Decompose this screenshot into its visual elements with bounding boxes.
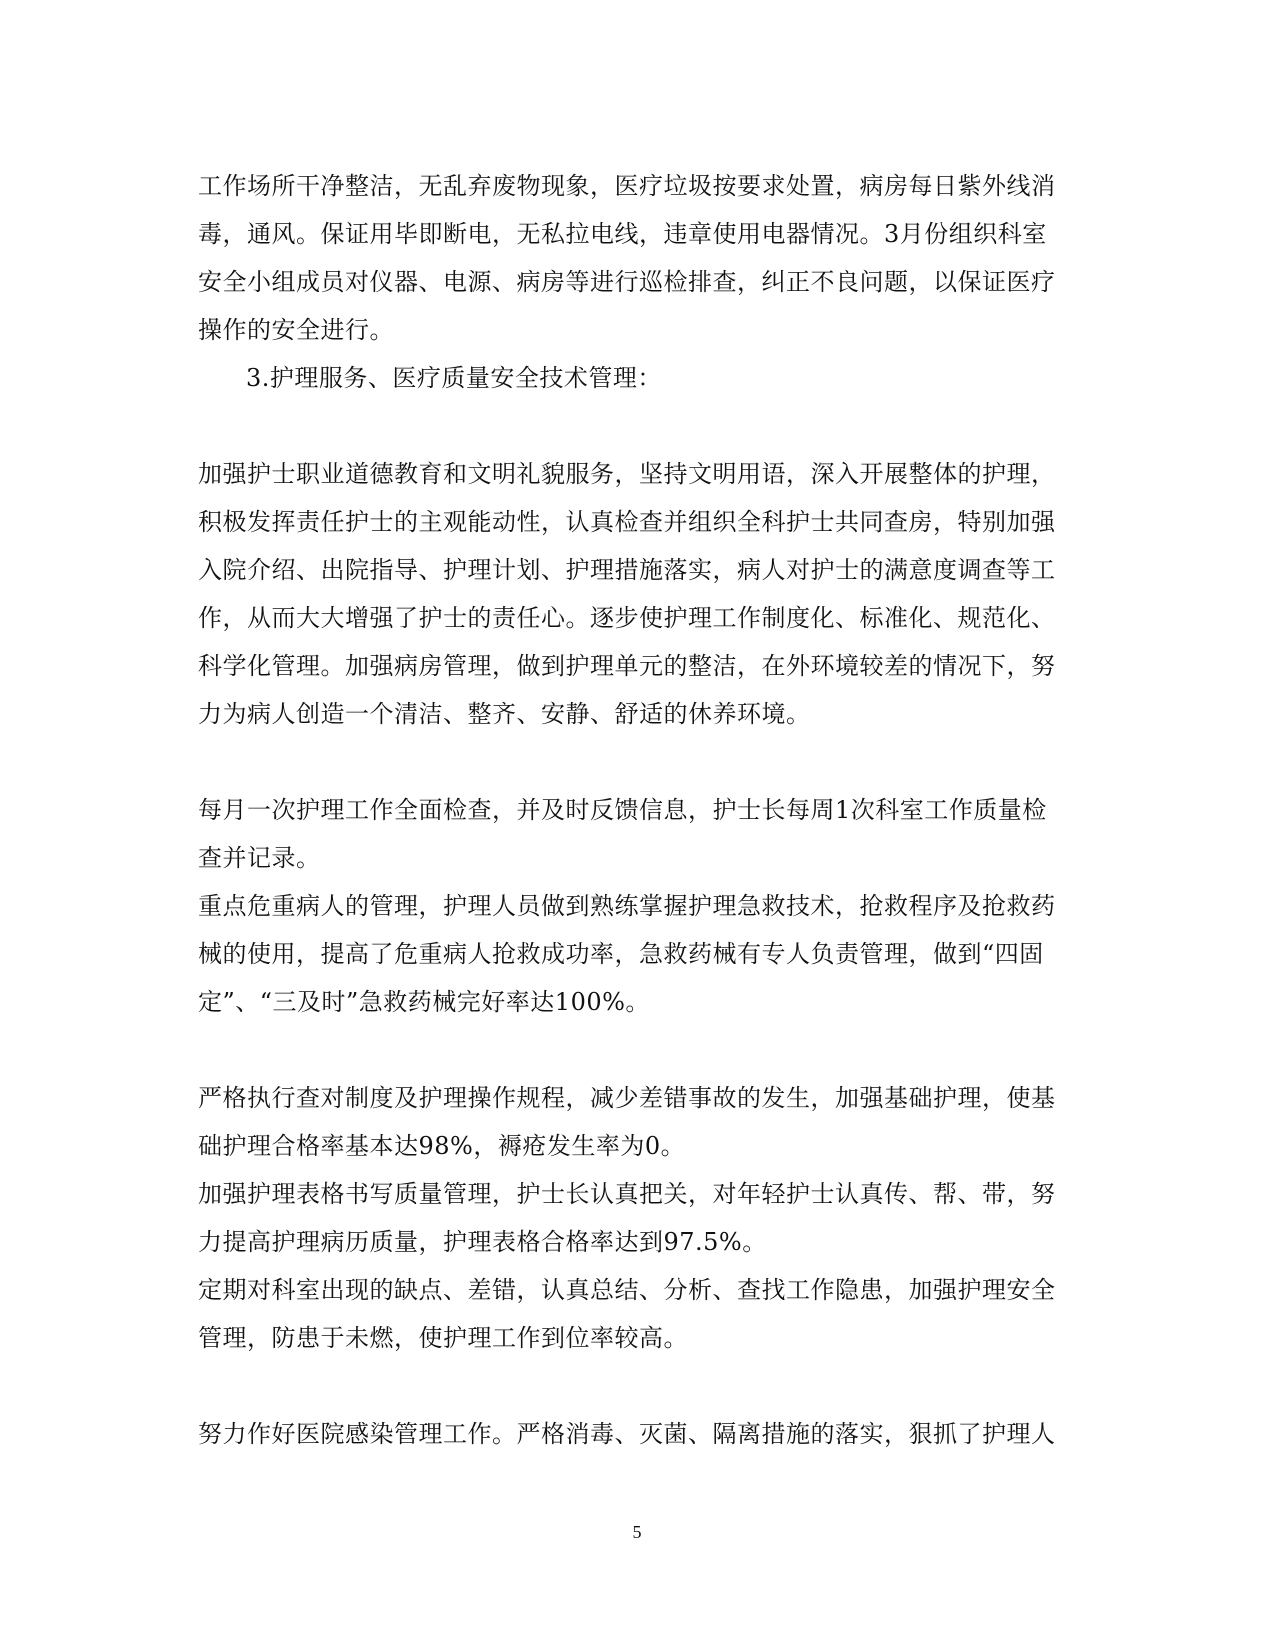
text-line: 安全小组成员对仪器、电源、病房等进行巡检排查，纠正不良问题，以保证医疗 xyxy=(198,268,1056,296)
text-line: 加强护士职业道德教育和文明礼貌服务，坚持文明用语，深入开展整体的护理， xyxy=(198,460,1056,488)
paragraph-gap xyxy=(198,402,1078,450)
text-line: 定”、“三及时”急救药械完好率达100%。 xyxy=(198,988,650,1016)
paragraph-ethics xyxy=(198,450,1078,738)
section-heading-text: 3.护理服务、医疗质量安全技术管理： xyxy=(246,364,662,392)
text-line: 查并记录。 xyxy=(198,844,321,872)
text-line: 作，从而大大增强了护士的责任心。逐步使护理工作制度化、标准化、规范化、 xyxy=(198,604,1056,632)
text-line: 工作场所干净整洁，无乱弃废物现象，医疗垃圾按要求处置，病房每日紫外线消 xyxy=(198,172,1056,200)
paragraph-critical-patients xyxy=(198,882,1078,1026)
paragraph-monthly-check xyxy=(198,786,1078,882)
text-line: 力提高护理病历质量，护理表格合格率达到97.5%。 xyxy=(198,1228,767,1256)
paragraph-gap xyxy=(198,1026,1078,1074)
text-line: 操作的安全进行。 xyxy=(198,316,394,344)
text-line: 定期对科室出现的缺点、差错，认真总结、分析、查找工作隐患，加强护理安全 xyxy=(198,1276,1056,1304)
paragraph-verification xyxy=(198,1074,1078,1170)
paragraph-gap xyxy=(198,738,1078,786)
text-line: 入院介绍、出院指导、护理计划、护理措施落实，病人对护士的满意度调查等工 xyxy=(198,556,1056,584)
paragraph-review xyxy=(198,1266,1078,1362)
text-line: 严格执行查对制度及护理操作规程，减少差错事故的发生，加强基础护理，使基 xyxy=(198,1084,1056,1112)
paragraph-hygiene xyxy=(198,162,1078,354)
paragraph-records xyxy=(198,1170,1078,1266)
paragraph-infection-control xyxy=(198,1410,1078,1458)
document-body xyxy=(198,162,1078,1458)
text-line: 积极发挥责任护士的主观能动性，认真检查并组织全科护士共同查房，特别加强 xyxy=(198,508,1056,536)
page-number: 5 xyxy=(632,1522,642,1542)
text-line: 每月一次护理工作全面检查，并及时反馈信息，护士长每周1次科室工作质量检 xyxy=(198,796,1047,824)
text-line: 毒，通风。保证用毕即断电，无私拉电线，违章使用电器情况。3月份组织科室 xyxy=(198,220,1047,248)
paragraph-gap xyxy=(198,1362,1078,1410)
text-line: 础护理合格率基本达98%，褥疮发生率为0。 xyxy=(198,1132,686,1160)
text-line: 科学化管理。加强病房管理，做到护理单元的整洁，在外环境较差的情况下，努 xyxy=(198,652,1056,680)
text-line: 力为病人创造一个清洁、整齐、安静、舒适的休养环境。 xyxy=(198,700,811,728)
text-line: 重点危重病人的管理，护理人员做到熟练掌握护理急救技术，抢救程序及抢救药 xyxy=(198,892,1056,920)
section-heading xyxy=(198,354,1078,402)
text-line: 加强护理表格书写质量管理，护士长认真把关，对年轻护士认真传、帮、带，努 xyxy=(198,1180,1056,1208)
text-line: 管理，防患于未燃，使护理工作到位率较高。 xyxy=(198,1324,688,1352)
text-line: 努力作好医院感染管理工作。严格消毒、灭菌、隔离措施的落实，狠抓了护理人 xyxy=(198,1420,1056,1448)
text-line: 械的使用，提高了危重病人抢救成功率，急救药械有专人负责管理，做到“四固 xyxy=(198,940,1044,968)
